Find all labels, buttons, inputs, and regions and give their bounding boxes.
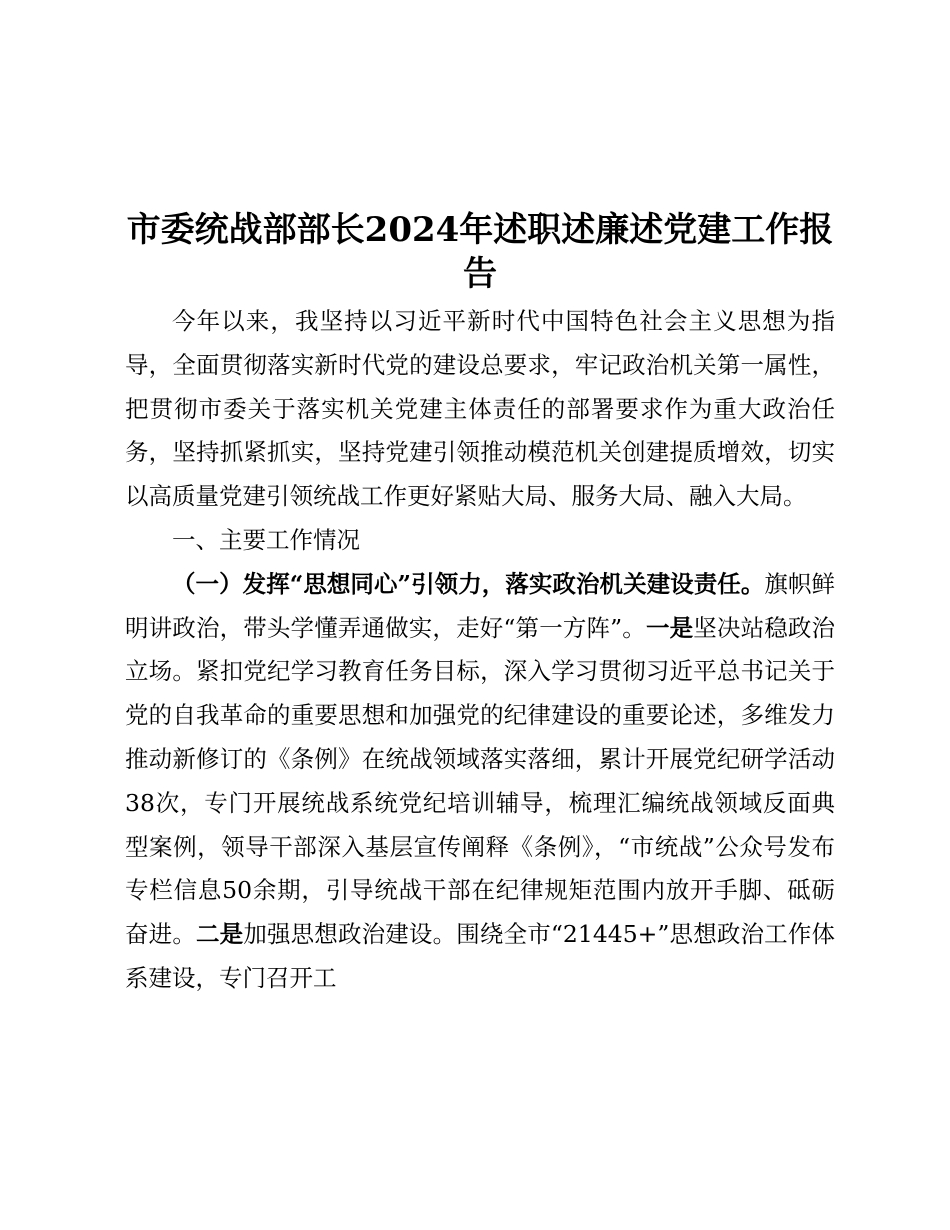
body-text-c: 加强思想政治建设。围绕全市“21445+”思想政治工作体系建设，专门召开工 [125, 920, 835, 992]
subsection-heading: （一）发挥“思想同心”引领力，落实政治机关建设责任。 [172, 569, 765, 598]
point-one-label: 一是 [645, 613, 694, 642]
body-text-a: 旗帜鲜明讲政治，带头学懂弄通做实，走好“第一方阵”。 [125, 569, 835, 642]
subsection-paragraph [125, 563, 835, 1001]
point-two-label: 二是 [195, 920, 244, 949]
document-page [125, 208, 835, 1001]
body-text-b: 坚决站稳政治立场。紧扣党纪学习教育任务目标，深入学习贯彻习近平总书记关于党的自我革命的重要思想和加强党的纪律建设的重要论述，多维发力推动新修订的《条例》在统战领域落实落细，累计开展党纪研学活动38次，专门开展统战系统党纪培训辅导，梳理汇编统战领域反面典型案例，领导干部深入基层宣传阐释《条例》，“市统战”公众号发布专栏信息50余期，引导统战干部在纪律规矩范围内放开手脚、砥砺奋进。 [125, 613, 836, 949]
section-heading: 一、主要工作情况 [172, 525, 360, 554]
document-title: 市委统战部部长2024年述职述廉述党建工作报告 [126, 210, 834, 294]
intro-paragraph: 今年以来，我坚持以习近平新时代中国特色社会主义思想为指导，全面贯彻落实新时代党的建设总要求，牢记政治机关第一属性，把贯彻市委关于落实机关党建主体责任的部署要求作为重大政治任务，坚持抓紧抓实，坚持党建引领推动模范机关创建提质增效，切实以高质量党建引领统战工作更好紧贴大局、服务大局、融入大局。 [125, 307, 835, 511]
